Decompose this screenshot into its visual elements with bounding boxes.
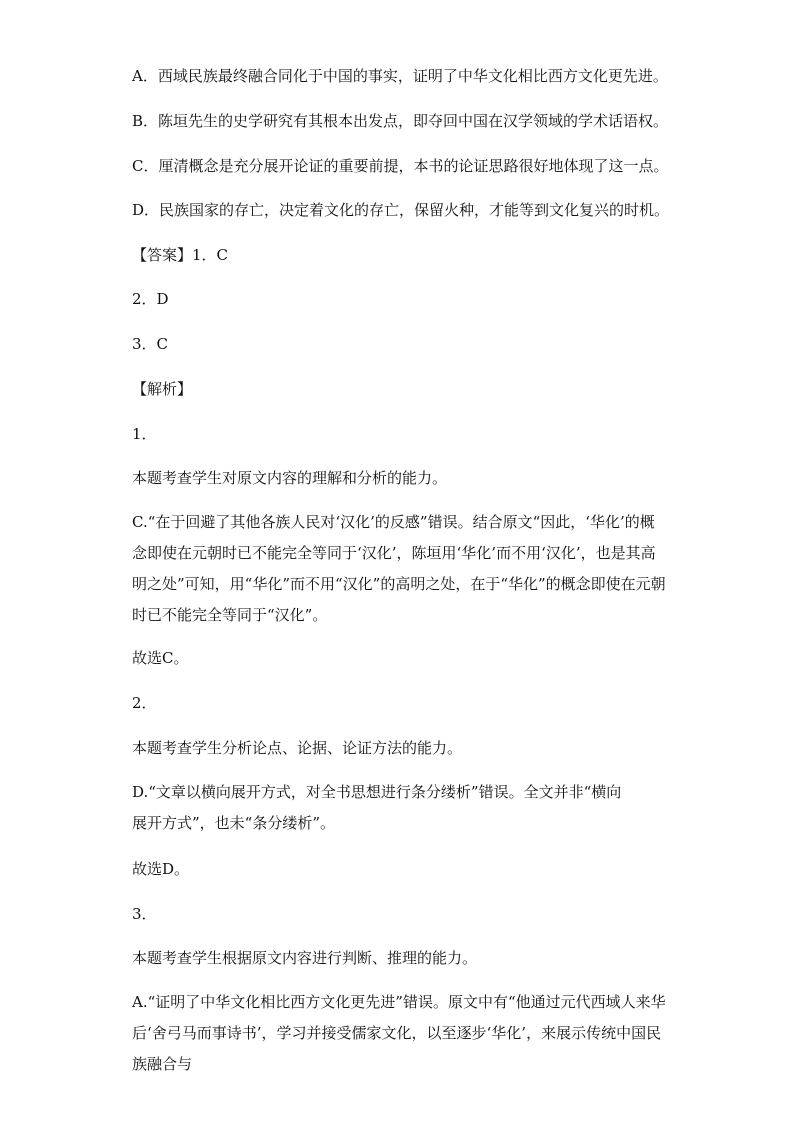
- analysis-q2-body: D.“文章以横向展开方式，对全书思想进行条分缕析”错误。全文并非“横向展开方式”，也未“条分缕析”。: [132, 783, 622, 832]
- analysis-q2-intro: 本题考查学生分析论点、论据、论证方法的能力。: [132, 739, 463, 757]
- analysis-header: 【解析】: [132, 380, 193, 398]
- analysis-q3-number: 3．: [132, 905, 157, 923]
- analysis-q3-intro: 本题考查学生根据原文内容进行判断、推理的能力。: [132, 949, 478, 967]
- analysis-q1-body: C.“在于回避了其他各族人民对‘汉化’的反感”错误。结合原文“因此，‘华化’的概念即使在元朝时已不能完全等同于‘汉化’，陈垣用‘华化’而不用‘汉化’，也是其高明之处”可知，用“华化”而不用“汉化”的高明之处，在于“华化”的概念即使在元朝时已不能完全等同于“汉化”。: [132, 513, 666, 624]
- analysis-q2-conclusion: 故选D。: [132, 860, 190, 878]
- analysis-q1-number: 1．: [132, 425, 157, 443]
- analysis-q1-intro: 本题考查学生对原文内容的理解和分析的能力。: [132, 469, 448, 487]
- option-a: A．西域民族最终融合同化于中国的事实，证明了中华文化相比西方文化更先进。: [132, 67, 668, 85]
- option-c: C．厘清概念是充分展开论证的重要前提，本书的论证思路很好地体现了这一点。: [132, 157, 669, 175]
- option-d: D．民族国家的存亡，决定着文化的存亡，保留火种，才能等到文化复兴的时机。: [132, 201, 670, 219]
- analysis-q2-number: 2．: [132, 694, 157, 712]
- answer-header: 【答案】1．C: [132, 246, 229, 264]
- answer-3: 3．C: [132, 335, 169, 353]
- option-b: B．陈垣先生的史学研究有其根本出发点，即夺回中国在汉学领域的学术话语权。: [132, 112, 669, 130]
- analysis-q3-body: A.“证明了中华文化相比西方文化更先进”错误。原文中有“他通过元代西域人来华后‘舍弓马而事诗书’，学习并接受儒家文化，以至逐步‘华化’，来展示传统中国民族融合与: [132, 993, 666, 1073]
- analysis-q1-conclusion: 故选C。: [132, 649, 189, 667]
- answer-2: 2．D: [132, 290, 169, 308]
